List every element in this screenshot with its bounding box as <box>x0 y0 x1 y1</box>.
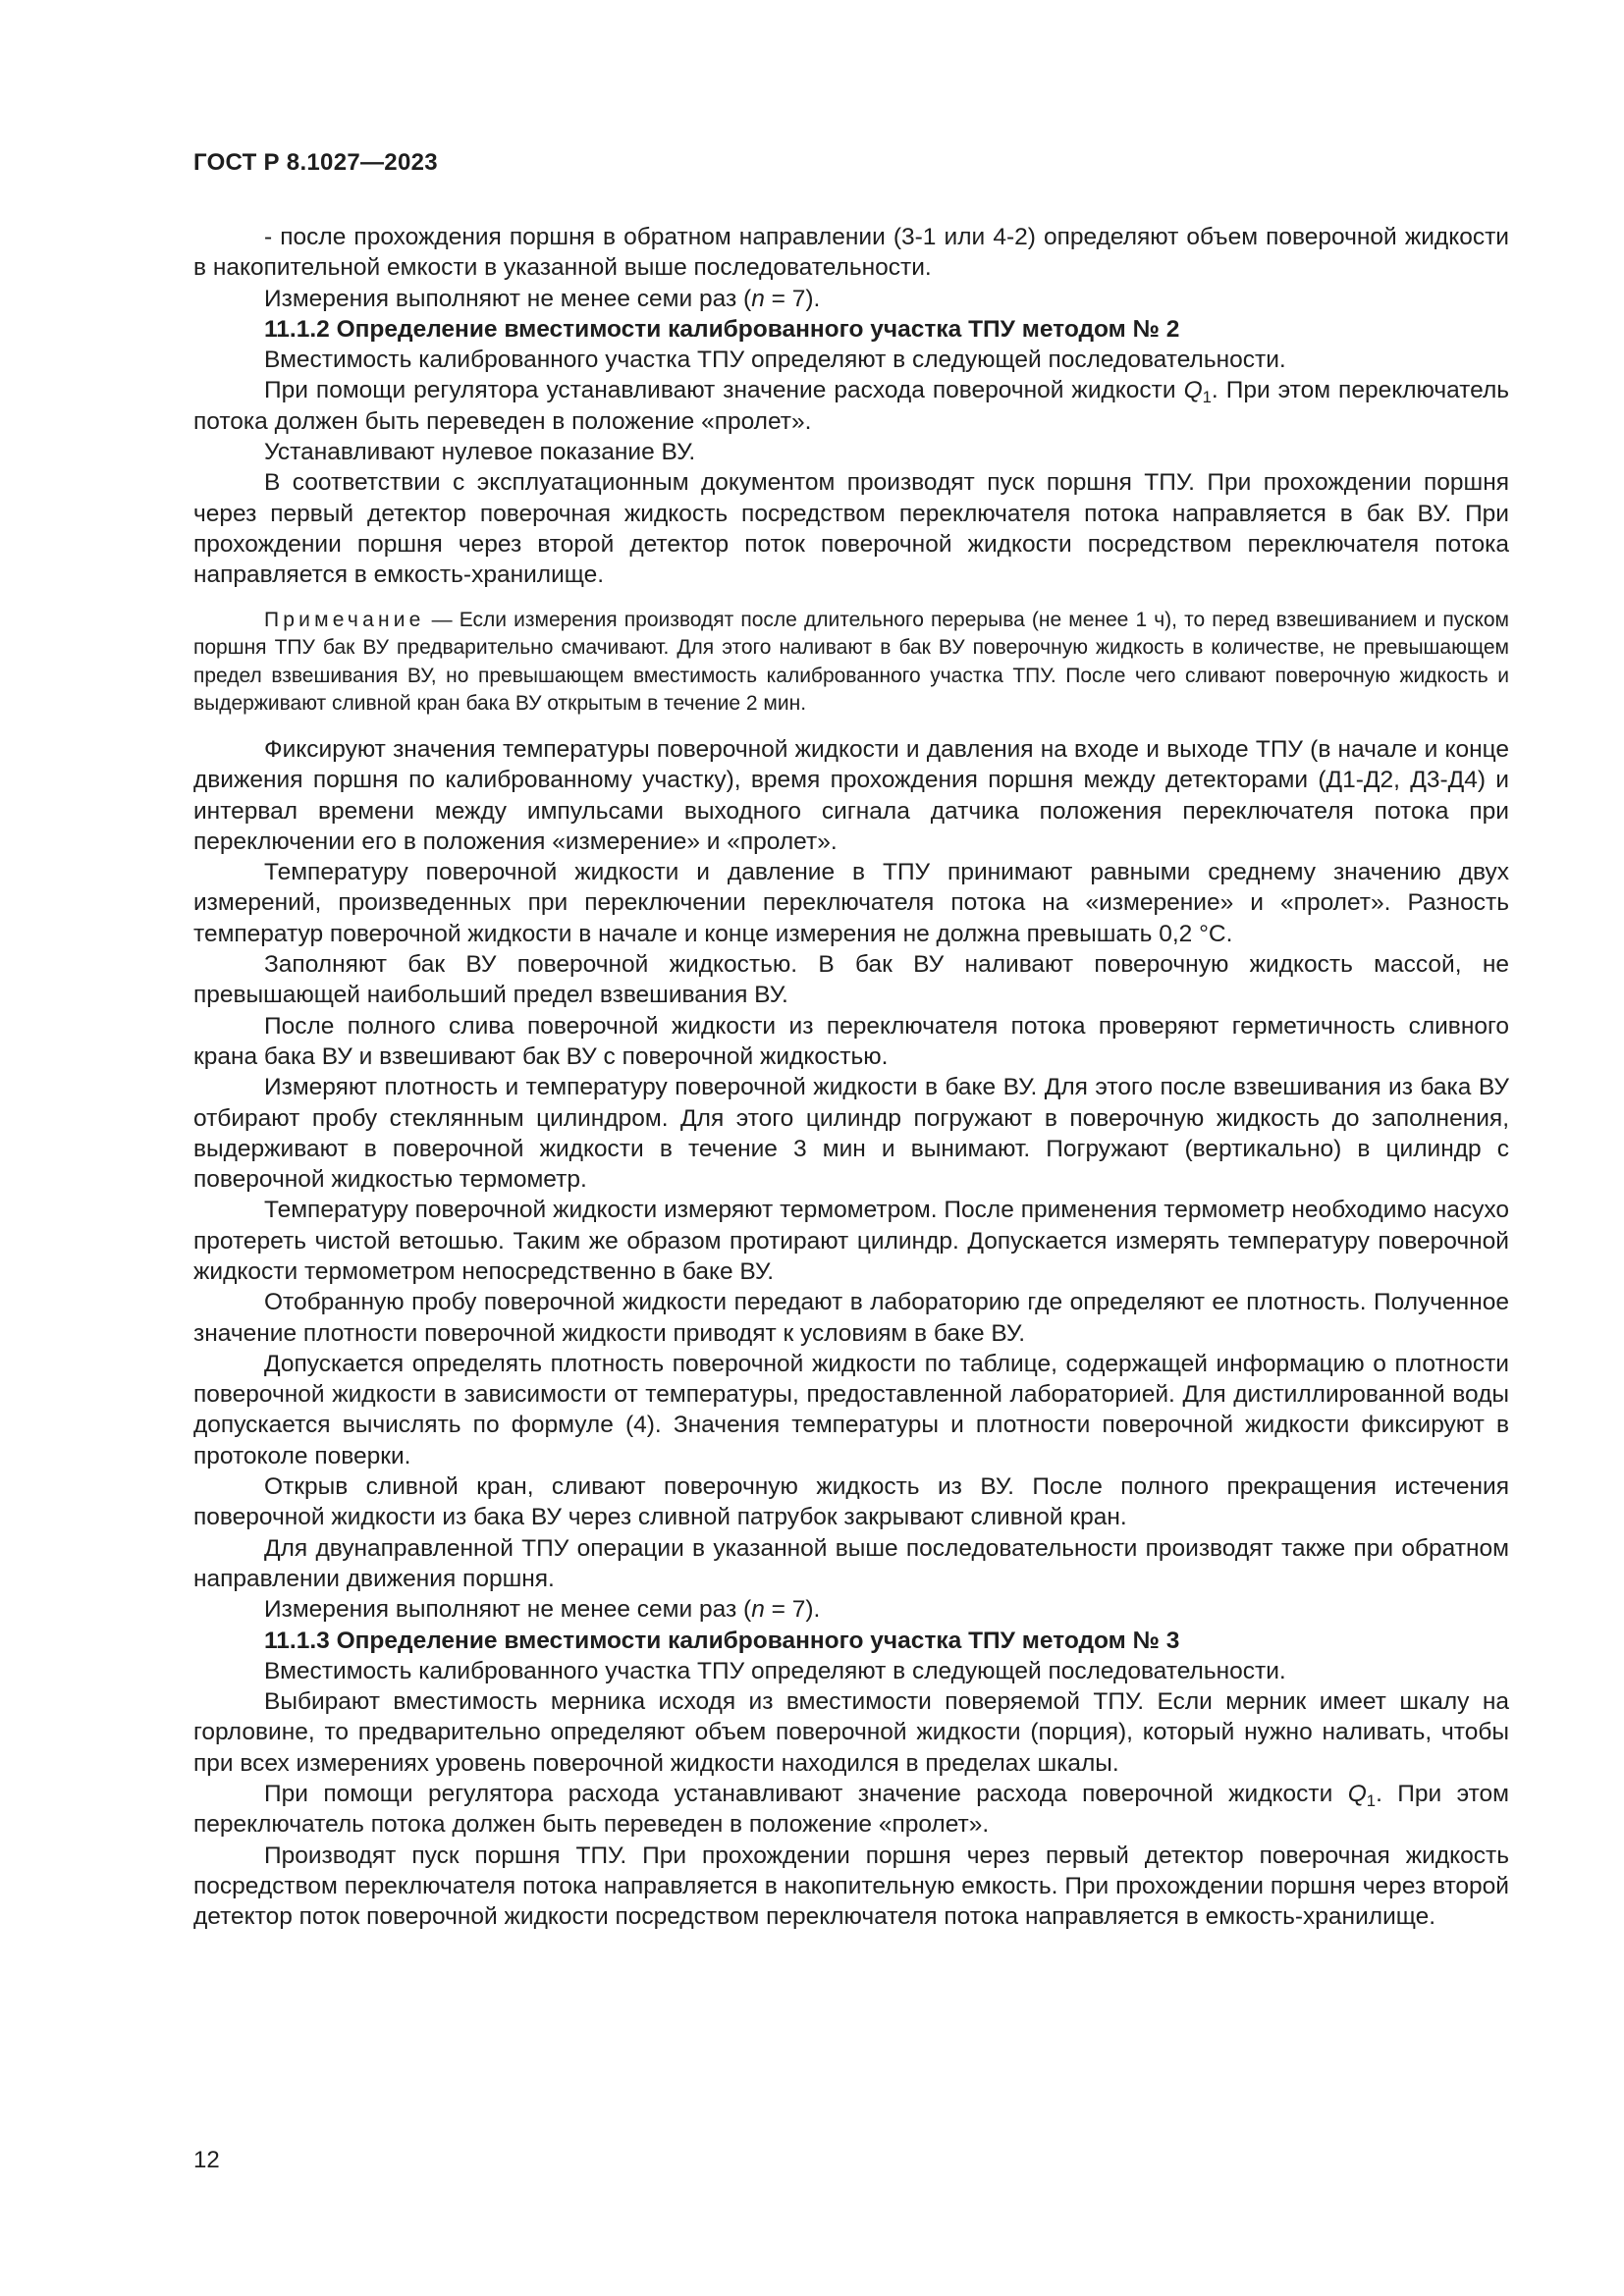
text-segment: При помощи регулятора устанавливают значение расхода поверочной жидкости <box>264 377 1184 404</box>
text-segment: При помощи регулятора расхода устанавливают значение расхода поверочной жидкости <box>264 1781 1348 1808</box>
variable: n <box>751 1596 765 1624</box>
text-segment: Измерения выполняют не менее семи раз ( <box>264 285 752 312</box>
paragraph: Устанавливают нулевое показание ВУ. <box>264 439 696 466</box>
paragraph <box>193 375 1509 437</box>
page-number: 12 <box>193 2147 220 2173</box>
paragraph: - после прохождения поршня в обратном направлении (3-1 или 4-2) определяют объем поверочной жидкости в накопительной емкости в указанной выше последовательности. <box>193 224 1509 282</box>
text-segment: = 7). <box>764 285 821 312</box>
section-heading-11-1-2: 11.1.2 Определение вместимости калиброванного участка ТПУ методом № 2 <box>264 315 1180 343</box>
paragraph: В соответствии с эксплуатационным документом производят пуск поршня ТПУ. При прохождении поршня через первый детектор поверочная жидкость посредством переключателя потока направляется в бак ВУ. При прохождении поршня через второй детектор поток поверочной жидкости посредством переключателя потока направляется в емкость-хранилище. <box>193 469 1509 589</box>
paragraph: Допускается определять плотность поверочной жидкости по таблице, содержащей информацию о плотности поверочной жидкости в зависимости от температуры, предоставленной лабораторией. Для дистиллированной воды допускается вычислять по формуле (4). Значения температуры и плотности поверочной жидкости фиксируют в протоколе поверки. <box>193 1350 1509 1469</box>
paragraph: Для двунаправленной ТПУ операции в указанной выше последовательности производят также при обратном направлении движения поршня. <box>193 1534 1509 1592</box>
note-text: — Если измерения производят после длительного перерыва (не менее 1 ч), то перед взвешиванием и пуском поршня ТПУ бак ВУ предварительно смачивают. Для этого наливают в бак ВУ поверочную жидкость в количестве, не превышающем предел взвешивания ВУ, но превышающем вместимость калиброванного участка ТПУ. После чего сливают поверочную жидкость и выдерживают сливной кран бака ВУ открытым в течение 2 мин. <box>193 608 1509 716</box>
paragraph: Измеряют плотность и температуру поверочной жидкости в баке ВУ. Для этого после взвешивания из бака ВУ отбирают пробу стеклянным цилиндром. Для этого цилиндр погружают в поверочную жидкость до заполнения, выдерживают в поверочной жидкости в течение 3 мин и вынимают. Погружают (вертикально) в цилиндр с поверочной жидкостью термометр. <box>193 1074 1509 1194</box>
paragraph: Вместимость калиброванного участка ТПУ определяют в следующей последовательности. <box>264 1657 1286 1684</box>
text-segment: Измерения выполняют не менее семи раз ( <box>264 1596 752 1624</box>
text-segment: . При этом переключатель потока должен быть переведен в положение «пролет». <box>193 377 1509 435</box>
section-heading-11-1-3: 11.1.3 Определение вместимости калиброванного участка ТПУ методом № 3 <box>264 1627 1180 1654</box>
paragraph <box>193 284 1509 314</box>
note <box>193 607 1509 719</box>
paragraph: Отобранную пробу поверочной жидкости передают в лабораторию где определяют ее плотность. Полученное значение плотности поверочной жидкости приводят к условиям в баке ВУ. <box>193 1289 1509 1347</box>
document-body <box>193 222 1509 1933</box>
paragraph: Открыв сливной кран, сливают поверочную жидкость из ВУ. После полного прекращения истечения поверочной жидкости из бака ВУ через сливной патрубок закрывают сливной кран. <box>193 1473 1509 1531</box>
variable: Q <box>1347 1781 1367 1808</box>
subscript: 1 <box>1366 1791 1377 1811</box>
paragraph: Производят пуск поршня ТПУ. При прохождении поршня через первый детектор поверочная жидкость посредством переключателя потока направляется в накопительную емкость. При прохождении поршня через второй детектор поток поверочной жидкости посредством переключателя потока направляется в емкость-хранилище. <box>193 1842 1509 1931</box>
paragraph: Температуру поверочной жидкости и давление в ТПУ принимают равными среднему значению двух измерений, произведенных при переключении переключателя потока на «измерение» и «пролет». Разность температур поверочной жидкости в начале и конце измерения не должна превышать 0,2 °С. <box>193 859 1509 947</box>
paragraph: Вместимость калиброванного участка ТПУ определяют в следующей последовательности. <box>264 347 1286 374</box>
variable: n <box>751 285 765 312</box>
document-code-header: ГОСТ Р 8.1027—2023 <box>193 149 438 176</box>
text-segment: = 7). <box>764 1596 821 1624</box>
paragraph: Фиксируют значения температуры поверочной жидкости и давления на входе и выходе ТПУ (в начале и конце движения поршня по калиброванному участку), время прохождения поршня между детекторами (Д1-Д2, Д3-Д4) и интервал времени между импульсами выходного сигнала датчика положения переключателя потока при переключении его в положения «измерение» и «пролет». <box>193 735 1509 855</box>
subscript: 1 <box>1202 388 1212 407</box>
paragraph: Температуру поверочной жидкости измеряют термометром. После применения термометр необходимо насухо протереть чистой ветошью. Таким же образом протирают цилиндр. Допускается измерять температуру поверочной жидкости термометром непосредственно в баке ВУ. <box>193 1197 1509 1285</box>
paragraph: Заполняют бак ВУ поверочной жидкостью. В бак ВУ наливают поверочную жидкость массой, не превышающей наибольший предел взвешивания ВУ. <box>193 951 1509 1009</box>
text-segment: . При этом переключатель потока должен быть переведен в положение «пролет». <box>193 1781 1509 1839</box>
variable: Q <box>1183 377 1203 404</box>
paragraph <box>193 1594 1509 1625</box>
paragraph <box>193 1779 1509 1841</box>
paragraph: Выбирают вместимость мерника исходя из вместимости поверяемой ТПУ. Если мерник имеет шкалу на горловине, то предварительно определяют объем поверочной жидкости (порция), который нужно наливать, чтобы при всех измерениях уровень поверочной жидкости находился в пределах шкалы. <box>193 1688 1509 1777</box>
note-label: Примечание <box>264 608 425 631</box>
paragraph: После полного слива поверочной жидкости из переключателя потока проверяют герметичность сливного крана бака ВУ и взвешивают бак ВУ с поверочной жидкостью. <box>193 1012 1509 1070</box>
